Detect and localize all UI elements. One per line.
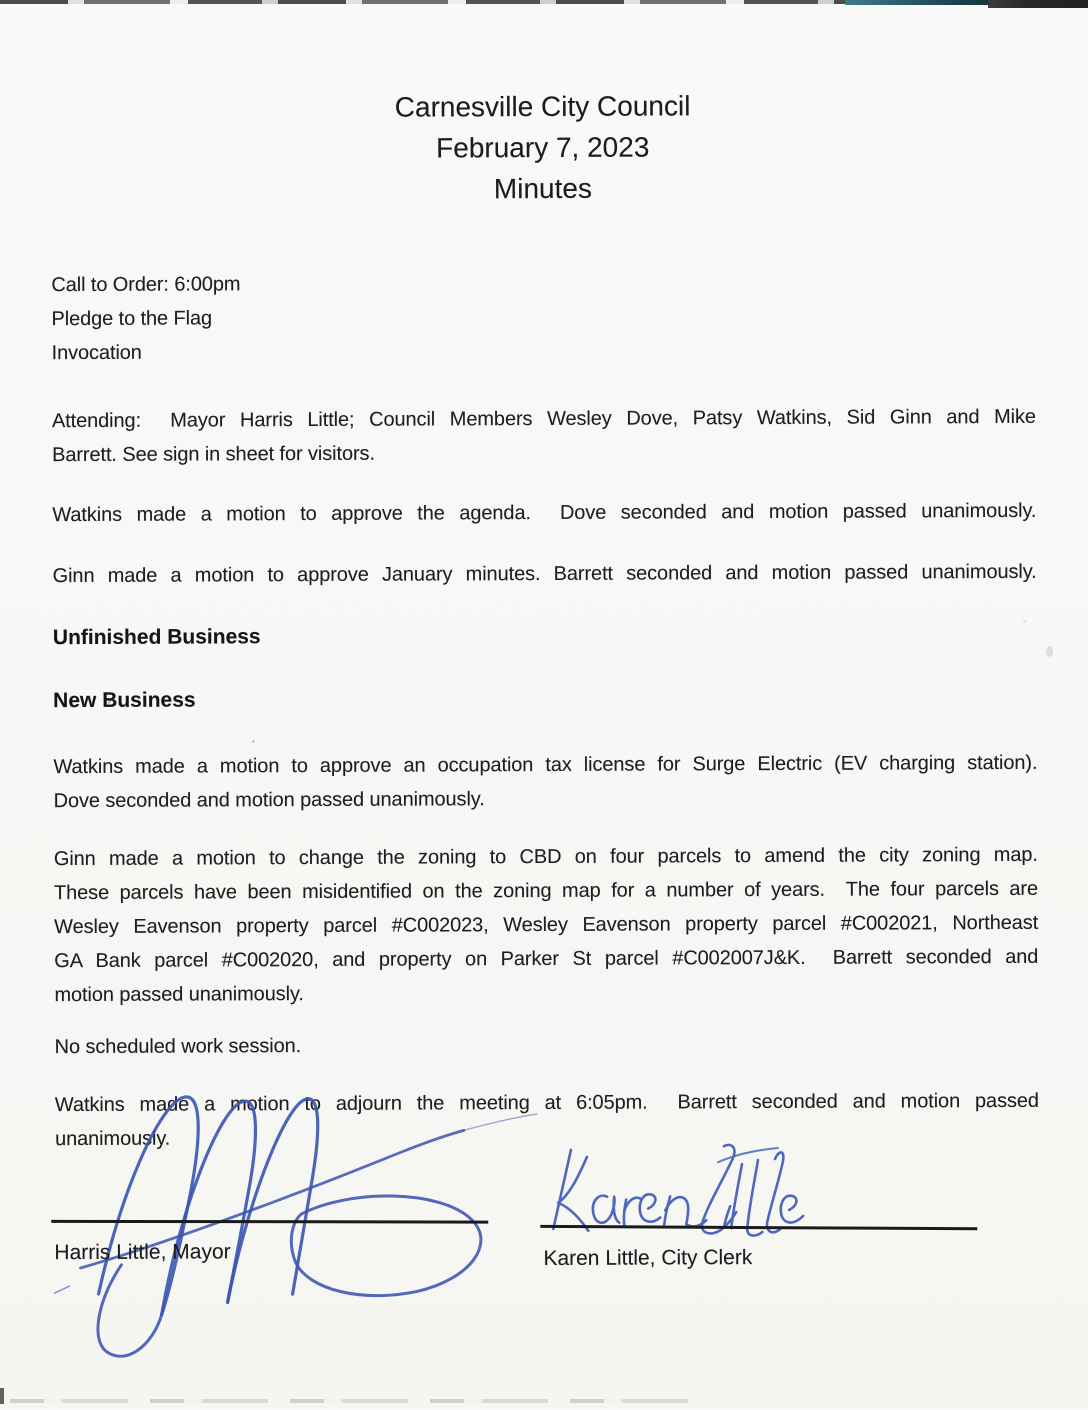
paragraph-motion-zoning <box>54 838 1039 1012</box>
motion-january-line: Ginn made a motion to approve January minutes. Barrett seconded and motion passed unanimously. <box>52 560 1037 588</box>
motion-occupation-line-1: Watkins made a motion to approve an occupation tax license for Surge Electric (EV charging station). <box>53 751 1038 779</box>
attending-line-2: Barrett. See sign in sheet for visitors. <box>52 442 375 467</box>
title-line-org: Carnesville City Council <box>394 90 691 123</box>
mayor-signature-line <box>51 1220 488 1224</box>
invocation-line: Invocation <box>51 341 142 365</box>
title-line-minutes: Minutes <box>493 172 592 205</box>
paragraph-motion-agenda <box>52 494 1036 532</box>
scan-speck <box>1046 646 1053 657</box>
paragraph-work-session <box>55 1026 1039 1064</box>
motion-zoning-line-4: GA Bank parcel #C002020, and property on Parker St parcel #C002007J&K. Barrett seconded and <box>54 945 1039 973</box>
motion-zoning-line-3: Wesley Eavenson property parcel #C002023, Wesley Eavenson property parcel #C002021, Northeast <box>54 911 1039 939</box>
paragraph-motion-occupation-tax <box>53 746 1037 818</box>
opening-items <box>51 264 1035 370</box>
document-body <box>50 0 1039 1156</box>
document-title <box>50 84 1035 211</box>
motion-agenda-line: Watkins made a motion to approve the agenda. Dove seconded and motion passed unanimously. <box>52 499 1037 527</box>
attending-line-1: Attending: Mayor Harris Little; Council Members Wesley Dove, Patsy Watkins, Sid Ginn and Mike <box>51 405 1036 433</box>
motion-zoning-line-2: These parcels have been misidentified on the zoning map for a number of years. The four parcels are <box>53 877 1039 905</box>
work-session-line: No scheduled work session. <box>54 1035 302 1059</box>
motion-adjourn-line-2: unanimously. <box>55 1127 171 1151</box>
motion-zoning-line-1: Ginn made a motion to change the zoning to CBD on four parcels to amend the city zoning map. <box>53 843 1038 871</box>
call-to-order-line: Call to Order: 6:00pm <box>51 273 241 297</box>
motion-adjourn-line-1: Watkins made a motion to adjourn the meeting at 6:05pm. Barrett seconded and motion passed <box>54 1089 1039 1117</box>
clerk-signature-icon <box>553 1145 803 1237</box>
paragraph-attending <box>52 400 1036 472</box>
heading-unfinished-business: Unfinished Business <box>52 625 261 650</box>
paragraph-motion-adjourn <box>55 1084 1039 1156</box>
scan-edge-bottom <box>10 1399 710 1403</box>
mayor-signature-label: Harris Little, Mayor <box>54 1240 231 1265</box>
scan-tick-bottom-left <box>0 1388 4 1404</box>
paragraph-motion-january-minutes <box>53 555 1037 593</box>
title-line-date: February 7, 2023 <box>436 131 650 164</box>
clerk-signature-line <box>540 1225 977 1230</box>
pledge-line: Pledge to the Flag <box>51 307 213 331</box>
heading-new-business: New Business <box>53 688 196 713</box>
clerk-signature-label: Karen Little, City Clerk <box>543 1246 753 1271</box>
motion-occupation-line-2: Dove seconded and motion passed unanimously. <box>53 788 485 813</box>
motion-zoning-line-5: motion passed unanimously. <box>54 983 304 1007</box>
